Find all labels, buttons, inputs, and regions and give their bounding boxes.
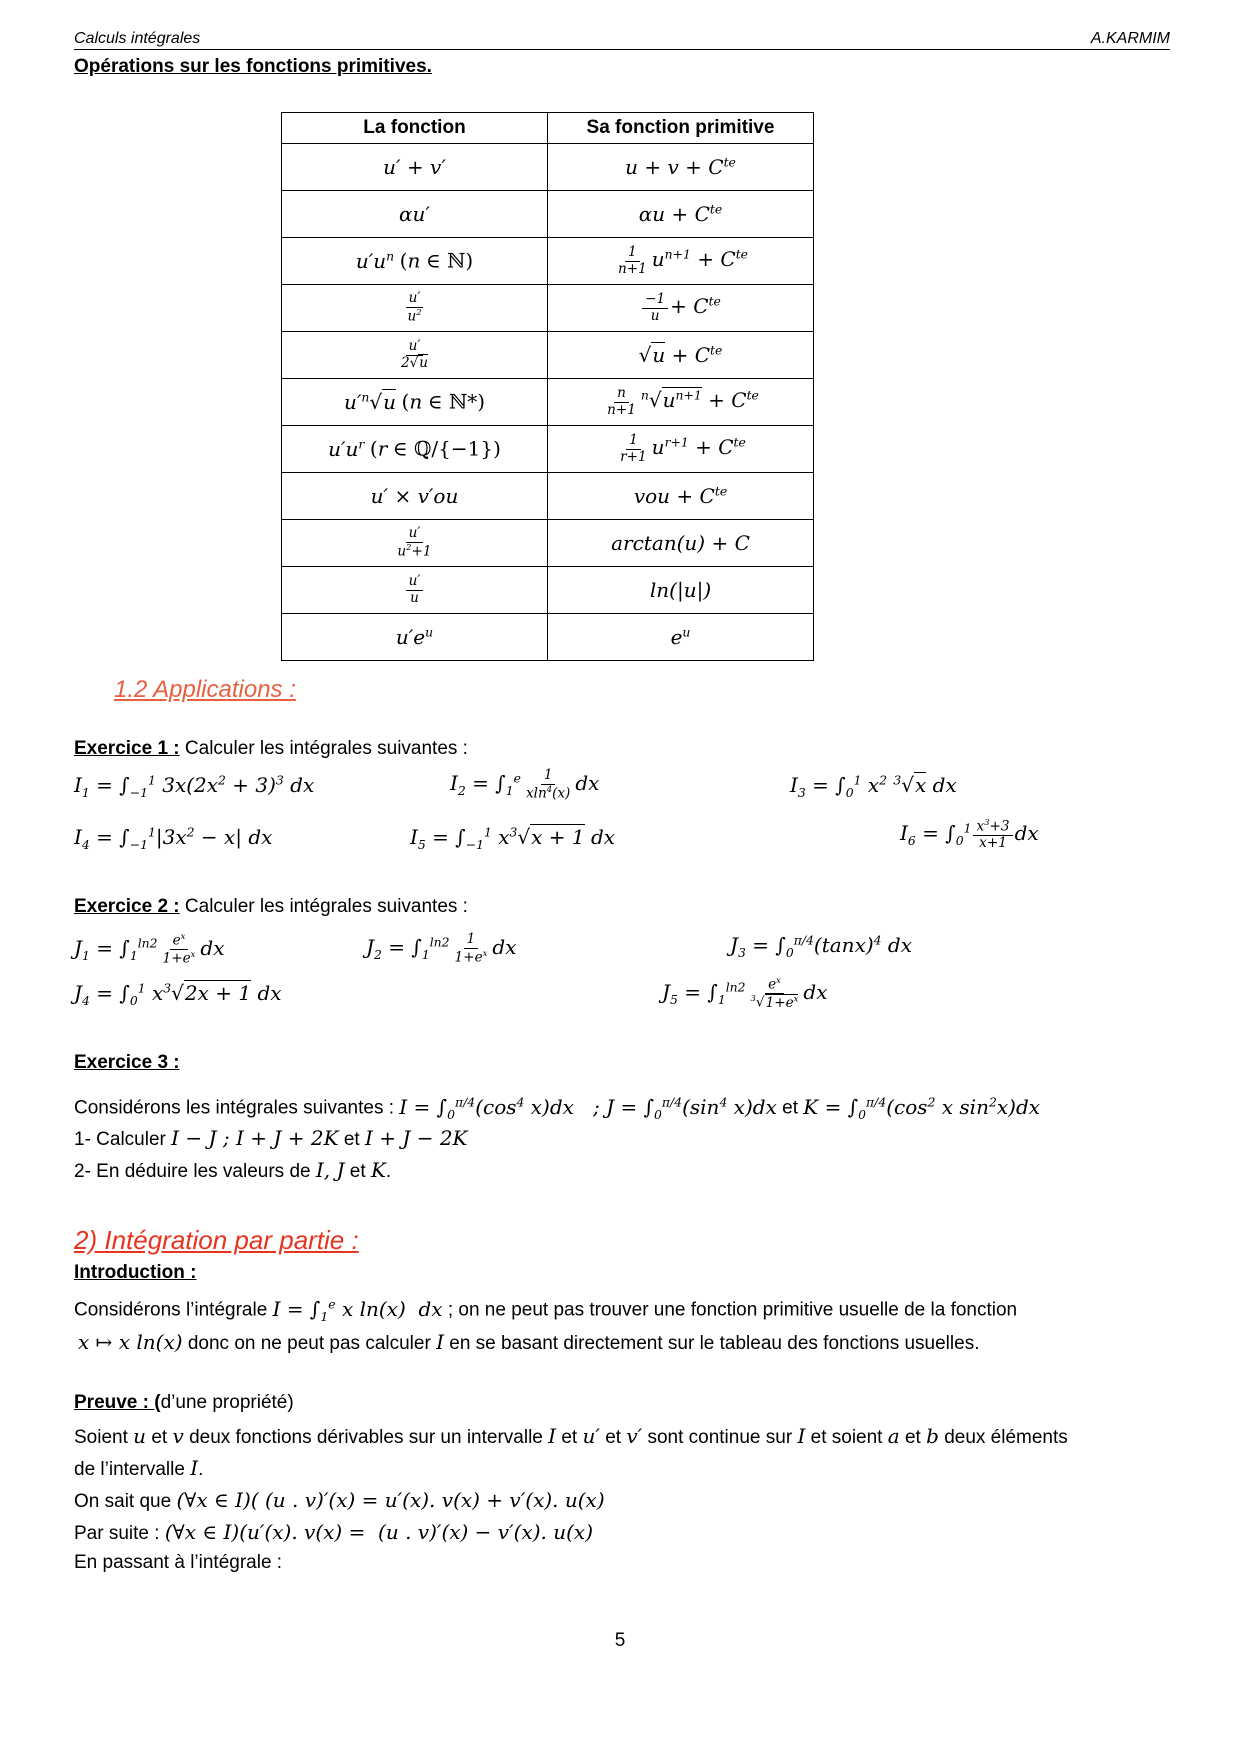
preuve-line3: On sait que (∀x ∈ I)( (u . v)′(x) = u′(x). v(x) + v′(x). u(x) [74, 1488, 605, 1512]
primitive-cell: $e^u$ [548, 614, 814, 661]
function-cell: u′ + v′ [282, 144, 548, 191]
table-header-row [282, 113, 814, 144]
soient-text-5: deux éléments [944, 1427, 1068, 1448]
et-word: et [151, 1427, 168, 1448]
integral-i2: $I_2 = \int_1^e$ $\frac{1}{xln^4(x)}$ dx [450, 767, 600, 802]
primitive-cell: vou + $C^{te}$ [548, 473, 814, 520]
table-row [282, 379, 814, 426]
applications-title: 1.2 Applications : [114, 676, 296, 703]
preuve-line2: de l’intervalle I. [74, 1456, 204, 1480]
page-number: 5 [614, 1630, 626, 1651]
on-sait-text: On sait que [74, 1491, 172, 1512]
integral-i3: $I_3 = \int_0^1$ $x^2$ $^3$√x dx [790, 772, 957, 800]
header-author: A.KARMIM [1090, 30, 1170, 47]
et-word: et [904, 1427, 921, 1448]
intro-text-1: Considérons l’intégrale [74, 1299, 268, 1321]
table-row [282, 144, 814, 191]
function-cell: $\frac{u'}{u^2+1}$ [282, 520, 548, 567]
function-cell: $\frac{u'}{2√u}$ [282, 332, 548, 379]
function-cell: $u'u^r$ (r ∈ ℚ/{−1}) [282, 426, 548, 473]
integral-i5: $I_5 = \int_{-1}^1$ $x^3√x + 1$ dx [410, 824, 616, 852]
header-doc-title: Calculs intégrales [74, 30, 201, 47]
soient-text-4: et soient [810, 1427, 883, 1448]
soient-text-3: sont continue sur [647, 1427, 793, 1448]
exercice3-q2: 2- En déduire les valeurs de I, J et K. [74, 1158, 392, 1182]
exercice1-heading [74, 738, 468, 760]
et-word: et [561, 1427, 578, 1448]
primitive-cell: $\frac{-1}{u}$ + $C^{te}$ [548, 285, 814, 332]
integral-i4: $I_4 = \int_{-1}^1|3x^2 - x|$ dx [74, 824, 273, 852]
preuve-label: Preuve : ( [74, 1392, 161, 1413]
exercice3-intro: Considérons les intégrales suivantes : $I = \int_0^{\pi/4}(\cos^4$ x)dx ; $J = \int_0^{\pi/4}(\sin^4$ x)dx et $K = \int_0^{\pi/4}(\cos^2$ x $\sin^2x)dx$ [74, 1094, 1041, 1122]
integral-j4: $J_4 = \int_0^1$ $x^3√2x + 1$ dx [74, 980, 282, 1008]
table-row [282, 473, 814, 520]
intro-text-4: en se basant directement sur le tableau des fonctions usuelles. [449, 1333, 980, 1354]
soient-text-2: deux fonctions dérivables sur un intervalle [189, 1427, 543, 1448]
table-row [282, 285, 814, 332]
table-row [282, 614, 814, 661]
col-header-function: La fonction [282, 113, 548, 144]
function-cell: $u'u^n$ (n ∈ ℕ) [282, 238, 548, 285]
soient-text-1: Soient [74, 1427, 128, 1448]
exercice3-intro-text: Considérons les intégrales suivantes : [74, 1097, 395, 1119]
primitive-cell: $\frac{n}{n+1}$ $^n√u^{n+1} + C^{te}$ [548, 379, 814, 426]
table-row [282, 567, 814, 614]
intro-text-3: donc on ne peut pas calculer [187, 1333, 431, 1354]
integral-j2: $J_2 = \int_1^{ln2}$ $\frac{1}{1+e^x}$ dx [366, 931, 517, 966]
exercice1-text: Calculer les intégrales suivantes : [184, 738, 468, 759]
function-cell: $u'^n√u$ (n ∈ ℕ*) [282, 379, 548, 426]
exercice3-q1: 1- Calculer I − J ; I + J + 2K et I + J − 2K [74, 1126, 468, 1150]
exercice2-text: Calculer les intégrales suivantes : [184, 896, 468, 917]
table-row [282, 520, 814, 567]
table-row [282, 426, 814, 473]
table-row [282, 332, 814, 379]
preuve-rest: d’une propriété) [160, 1392, 294, 1413]
col-header-primitive: Sa fonction primitive [548, 113, 814, 144]
exercice3-q2-text: 2- En déduire les valeurs de [74, 1161, 311, 1182]
exercice3-label: Exercice 3 : [74, 1052, 180, 1073]
introduction-line1: Considérons l’intégrale $I = \int_1^e$ x ln(x) dx ; on ne peut pas trouver une fonction primitive usuelle de la fonction [74, 1296, 1018, 1324]
function-cell: αu′ [282, 191, 548, 238]
function-cell: u′ × v′ou [282, 473, 548, 520]
integral-j1: $J_1 = \int_1^{ln2}$ $\frac{e^x}{1+e^x}$ dx [74, 931, 225, 967]
exercice3-q1-text: 1- Calculer [74, 1129, 166, 1150]
operations-title: Opérations sur les fonctions primitives. [74, 56, 432, 77]
preuve-heading [74, 1392, 294, 1414]
primitive-cell: $√u + C^{te}$ [548, 332, 814, 379]
primitive-cell: $\alpha u + C^{te}$ [548, 191, 814, 238]
section2-title: 2) Intégration par partie : [74, 1225, 359, 1255]
primitive-cell: arctan(u) + C [548, 520, 814, 567]
function-cell: $\frac{u'}{u}$ [282, 567, 548, 614]
exercice1-label: Exercice 1 : [74, 738, 180, 759]
header-divider [74, 49, 1170, 50]
integral-i1: $I_1 = \int_{-1}^1$ $3x(2x^2 + 3)^3$ dx [74, 772, 315, 800]
primitive-cell: $\frac{1}{n+1}$ $u^{n+1} + C^{te}$ [548, 238, 814, 285]
et-word: et [605, 1427, 622, 1448]
introduction-line2: x ↦ x ln(x) donc on ne peut pas calculer I en se basant directement sur le tableau des fonctions usuelles. [78, 1330, 980, 1354]
par-suite-text: Par suite : [74, 1523, 160, 1544]
preuve-line1: Soient u et v deux fonctions dérivables sur un intervalle I et u′ et v′ sont continue sur I et soient a et b deux éléments [74, 1424, 1068, 1448]
exercice2-heading [74, 896, 468, 918]
table-row [282, 238, 814, 285]
preuve-line4: Par suite : (∀x ∈ I)(u′(x). v(x) = (u . v)′(x) − v′(x). u(x) [74, 1520, 594, 1544]
intro-text-2: ; on ne peut pas trouver une fonction primitive usuelle de la fonction [447, 1299, 1018, 1321]
table-row [282, 191, 814, 238]
soient-text-6: de l’intervalle [74, 1459, 185, 1480]
exercice3-et-1: et [782, 1097, 798, 1119]
integral-j5: $J_5 = \int_1^{ln2}$ $\frac{e^x}{^3√1+e^x}$ dx [662, 975, 828, 1011]
exercice3-et-2: et [343, 1129, 360, 1150]
function-cell: $u'e^u$ [282, 614, 548, 661]
integral-i6: $I_6 = \int_0^1$ $\frac{x^3+3}{x+1}$ dx [900, 817, 1039, 852]
primitive-cell: $u + v + C^{te}$ [548, 144, 814, 191]
exercice3-et-3: et [349, 1161, 366, 1182]
function-cell: $\frac{u'}{u^2}$ [282, 285, 548, 332]
primitives-table [281, 112, 814, 661]
introduction-label: Introduction : [74, 1262, 197, 1283]
preuve-line5: En passant à l’intégrale : [74, 1552, 283, 1573]
primitive-cell: ln(|u|) [548, 567, 814, 614]
integral-j3: $J_3 = \int_0^{\pi/4}(\tan x)^4$ dx [730, 932, 912, 960]
primitive-cell: $\frac{1}{r+1}$ $u^{r+1} + C^{te}$ [548, 426, 814, 473]
exercice2-label: Exercice 2 : [74, 896, 180, 917]
